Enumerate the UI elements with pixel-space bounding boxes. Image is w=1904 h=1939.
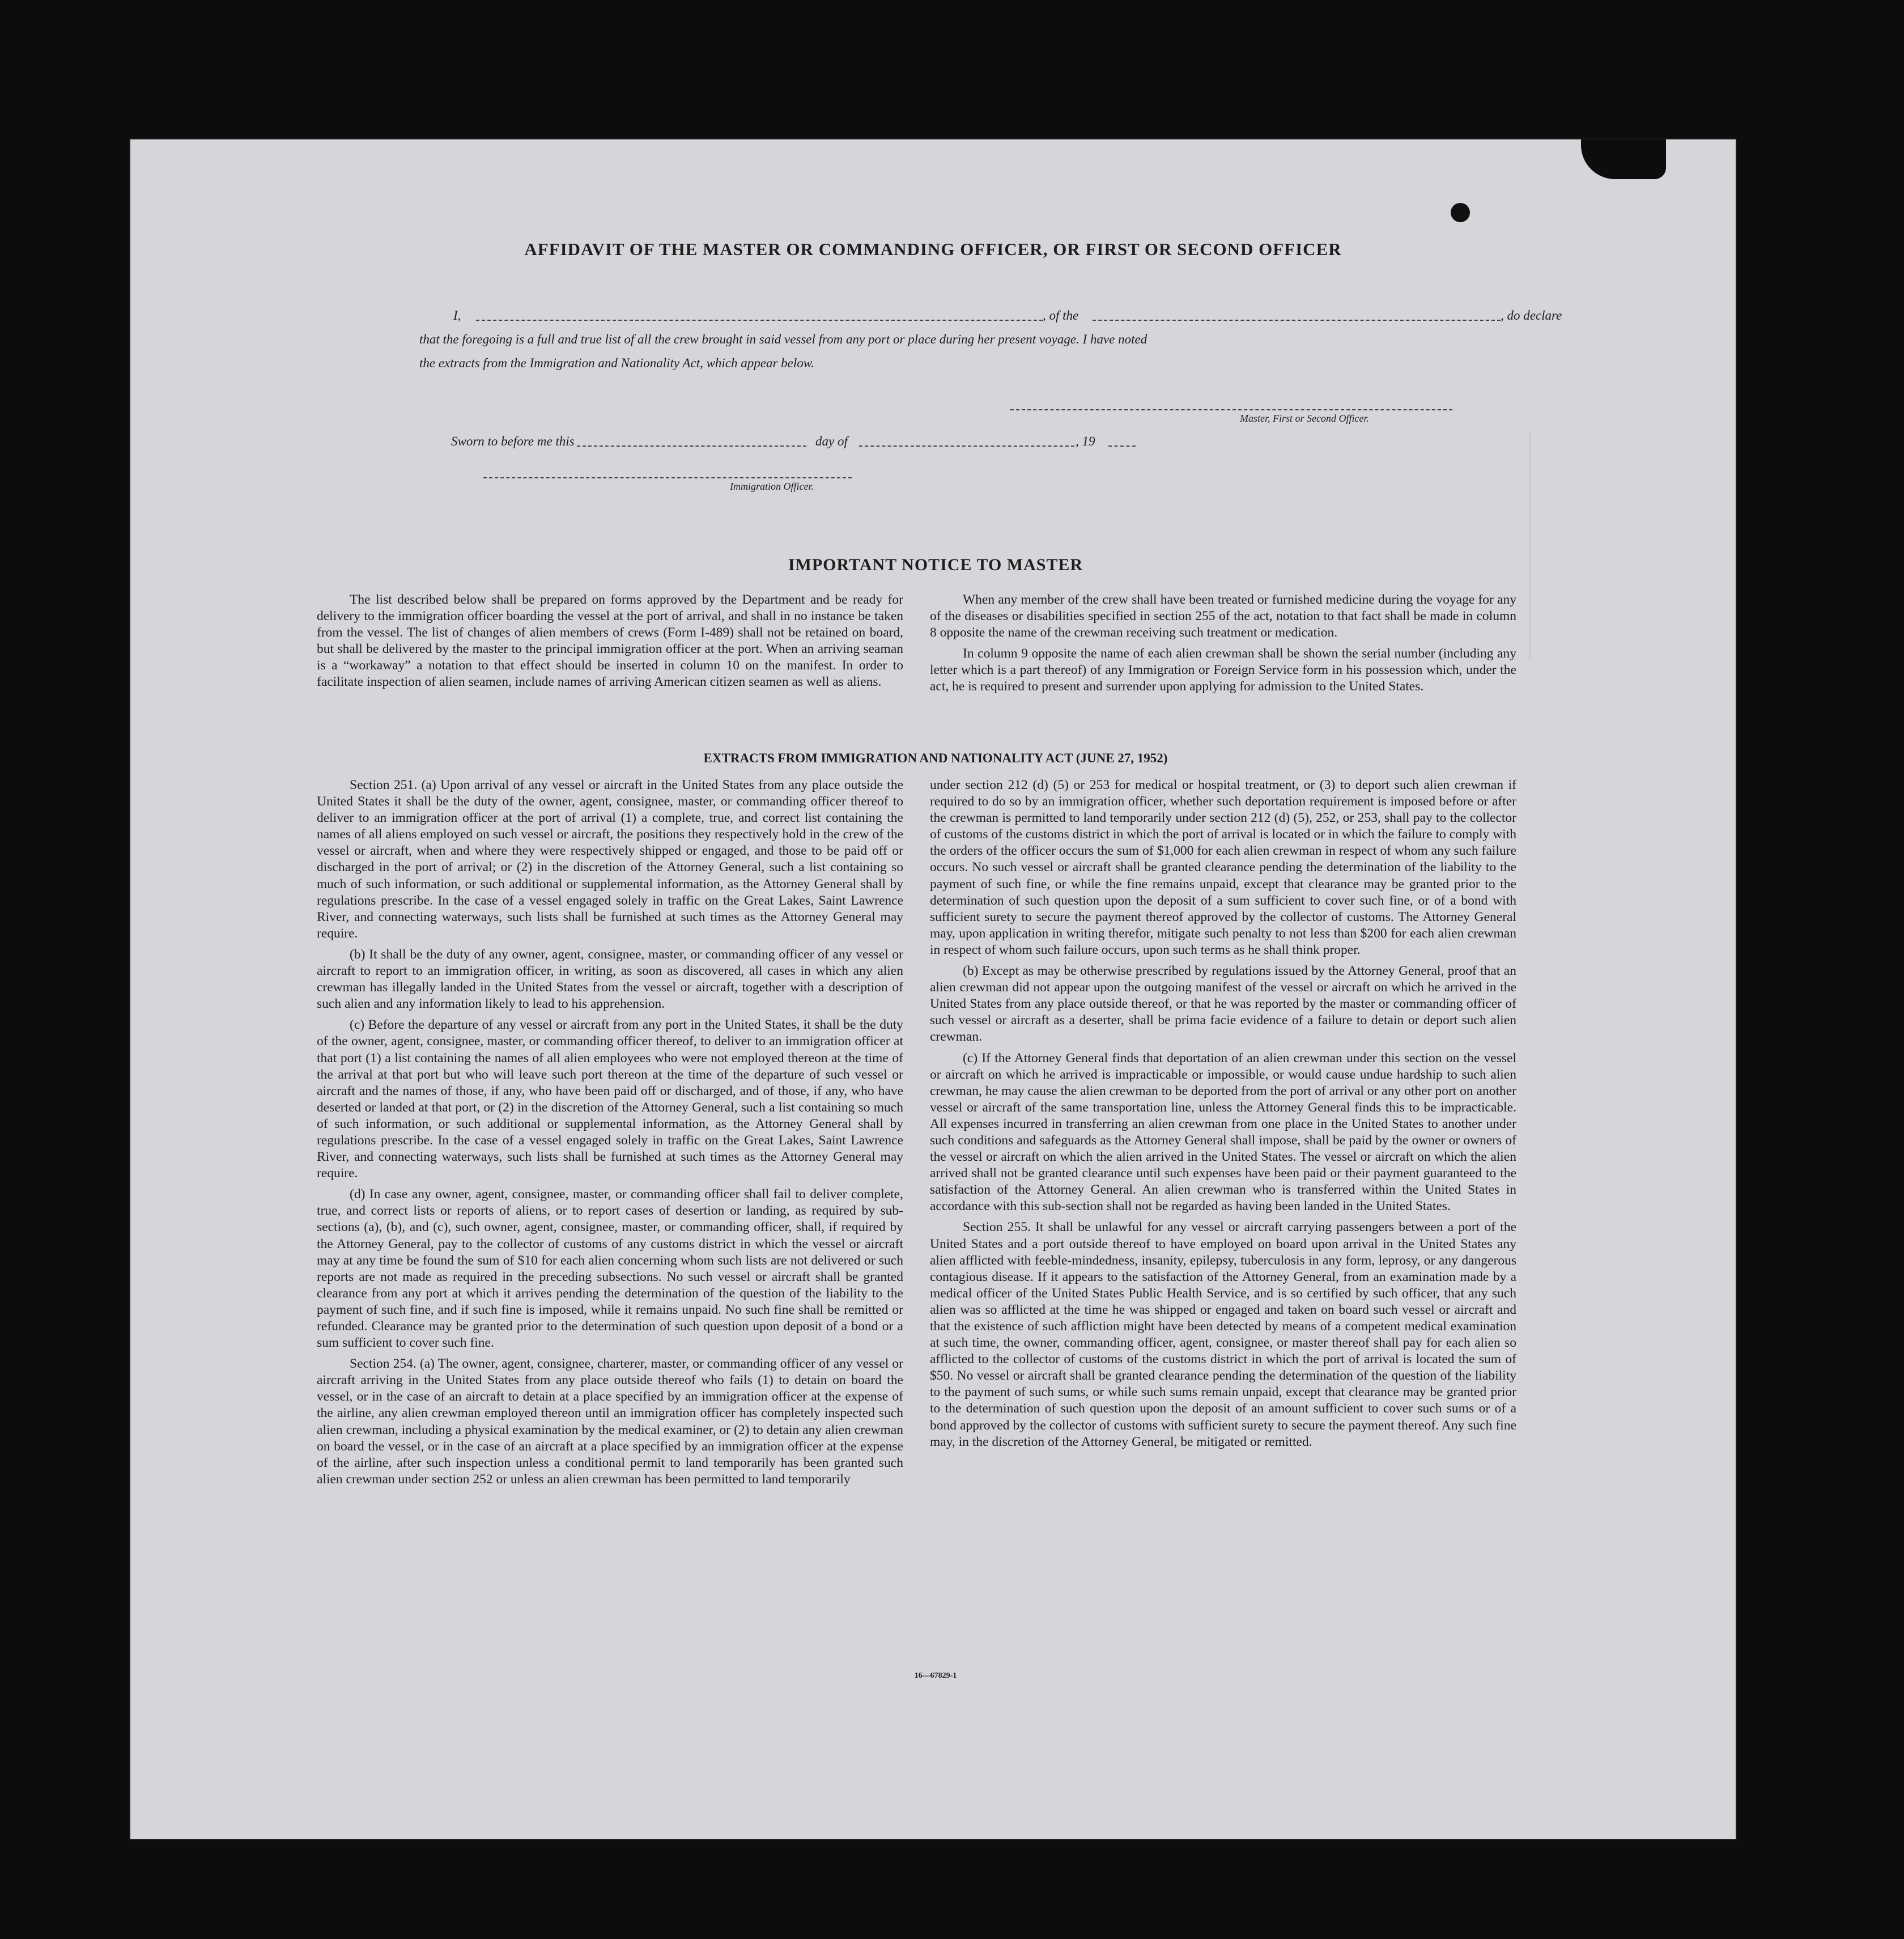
sworn-year-line [1108, 445, 1136, 447]
section-251-d: (d) In case any owner, agent, consignee, master, or commanding officer shall fail to deliver complete, true, and correct lists or reports of aliens, or to report cases of desertion or landing, as required by sub-sections (a), (b), and (c), such owner, agent, consignee, master, or commanding officer, shall, if required by the Attorney General, pay to the collector of customs of any customs district in which the vessel or aircraft may at any time be found the sum of $10 for each alien concerning whom such lists are not delivered or such reports are not made as required in the preceding subsections. No such vessel or aircraft shall be granted clearance from any port at which it arrives pending the determination of the question of the liability to the payment of such fine, and if such fine is imposed, while it remains unpaid. No such fine shall be remitted or refunded. Clearance may be granted prior to the determination of such question upon deposit of a bond or a sum sufficient to cover such fine. [317, 1187, 903, 1351]
master-signature-caption: Master, First or Second Officer. [1240, 413, 1369, 424]
section-254-a: Section 254. (a) The owner, agent, consignee, charterer, master, or commanding officer of any vessel or aircraft arriving in the United States from any place outside thereof who fails (1) to detain on board the vessel, or in the case of an aircraft to detain at a place specified by an immigration officer at the expense of the airline, any alien crewman employed thereon until an immigration officer has completely inspected such alien crewman, including a physical examination by the medical examiner, or (2) to detain any alien crewman on board the vessel, or in the case of an aircraft at a place specified by an immigration officer at the expense of the airline, after such inspection unless a conditional permit to land temporarily has been granted such alien crewman under section 252 or unless an alien crewman has been permitted to land temporarily [317, 1356, 903, 1487]
notice-right-column [930, 592, 1516, 700]
do-declare-label: , do declare [1501, 308, 1562, 323]
year-label: , 19 [1076, 434, 1095, 448]
declaration-text-line-2: the extracts from the Immigration and Nationality Act, which appear below. [419, 356, 815, 370]
reverse-side-bleed [1529, 433, 1701, 660]
notice-right-paragraph-2: In column 9 opposite the name of each alien crewman shall be shown the serial number (including any letter which is a part thereof) of any Immigration or Foreign Service form in his possession which, under the act, he is required to present and surrender upon applying for admission to the United States. [930, 646, 1516, 694]
section-251-b: (b) It shall be the duty of any owner, agent, consignee, master, or commanding officer of any vessel or aircraft to report to an immigration officer, in writing, as soon as discovered, all cases in which any alien crewman has illegally landed in the United States from the vessel or aircraft, together with a description of such alien and any information likely to lead to his apprehension. [317, 947, 903, 1012]
document-page [129, 138, 1737, 1840]
declarant-label: I, [453, 308, 461, 323]
officer-signature-line [483, 477, 852, 478]
notice-heading: IMPORTANT NOTICE TO MASTER [788, 555, 1083, 574]
officer-signature-caption: Immigration Officer. [730, 481, 814, 492]
extracts-right-column [930, 777, 1516, 1455]
day-of-label: day of [815, 434, 848, 448]
section-254-a-continued: under section 212 (d) (5) or 253 for medical or hospital treatment, or (3) to deport such alien crewman if required to do so by an immigration officer, whether such deportation requirement is imposed before or after the crewman is permitted to land temporarily under section 212 (d) (5), 252, or 253, shall pay to the collector of customs of the customs district in which the port of arrival is located or in which the failure to comply with the orders of the officer occurs the sum of $1,000 for each alien crewman in respect of whom any such failure occurs. No such vessel or aircraft shall be granted clearance pending the determination of the liability to the payment of such fine, or while the fine remains unpaid, except that clearance may be granted prior to the determination of such question upon the deposit of a sum sufficient to cover such fine, or of a bond with sufficient surety to secure the payment thereof approved by the collector of customs. The Attorney General may, upon application in writing therefor, mitigate such penalty to not less than $200 for each alien crewman in respect of whom such failure occurs, upon such terms as he shall think proper. [930, 778, 1516, 957]
vessel-name-line [1093, 320, 1501, 321]
extracts-left-column [317, 777, 903, 1492]
declarant-name-line [476, 320, 1043, 321]
ink-spot [1451, 203, 1470, 222]
sworn-label: Sworn to before me this [451, 434, 575, 448]
notice-right-paragraph-1: When any member of the crew shall have been treated or furnished medicine during the voyage for any of the diseases or disabilities specified in section 255 of the act, notation to that fact shall be made in column 8 opposite the name of the crewman receiving such treatment or medication. [930, 592, 1516, 640]
section-251-c: (c) Before the departure of any vessel or aircraft from any port in the United States, it shall be the duty of the owner, agent, consignee, master, or commanding officer thereof, to deliver to an immigration officer at that port (1) a list containing the names of all alien employees who were not employed thereon at the time of the arrival at that port but who will leave such port thereon at the time of the departure of such vessel or aircraft and the names of those, if any, who have been paid off or discharged, and of those, if any, who have deserted or landed at that port, or (2) in the discretion of the Attorney General, such a list containing so much of such information, or such additional or supplemental information, as the Attorney General shall by regulations prescribe. In the case of a vessel engaged solely in traffic on the Great Lakes, Saint Lawrence River, and connecting waterways, such lists shall be furnished at such times as the Attorney General may require. [317, 1017, 903, 1181]
form-number: 16—67829-1 [914, 1671, 957, 1680]
section-254-c: (c) If the Attorney General finds that deportation of an alien crewman under this section on the vessel or aircraft on which he arrived is impracticable or impossible, or would cause undue hardship to such alien crewman, he may cause the alien crewman to be deported from the port of arrival or any other port on another vessel or aircraft of the same transportation line, unless the Attorney General finds this to be impracticable. All expenses incurred in transferring an alien crewman from one place in the United States to another under such conditions and safeguards as the Attorney General shall impose, shall be paid by the owner or owners of the vessel or aircraft on which the alien arrived in the United States. The vessel or aircraft on which the alien arrived shall not be granted clearance until such expenses have been paid or their payment guaranteed to the satisfaction of the Attorney General. An alien crewman who is transferred within the United States in accordance with this sub-section shall not be regarded as having been landed in the United States. [930, 1050, 1516, 1214]
sworn-month-line [859, 445, 1074, 447]
notice-left-paragraph: The list described below shall be prepared on forms approved by the Department and be ready for delivery to the immigration officer boarding the vessel at the port of arrival, and shall in no instance be taken from the vessel. The list of changes of alien members of crews (Form I-489) shall not be retained on board, but shall be delivered by the master to the principal immigration officer at the port. When an arriving seaman is a “workaway” a notation to that effect should be inserted in column 10 on the manifest. In order to facilitate inspection of alien seamen, include names of arriving American citizen seamen as well as aliens. [317, 592, 903, 690]
notice-left-column [317, 592, 903, 695]
affidavit-title: AFFIDAVIT OF THE MASTER OR COMMANDING OFFICER, OR FIRST OR SECOND OFFICER [524, 239, 1342, 259]
sworn-day-line [577, 445, 806, 447]
of-the-label: , of the [1043, 308, 1079, 323]
declaration-text-line-1: that the foregoing is a full and true list of all the crew brought in said vessel from any port or place during her present voyage. I have noted [419, 332, 1148, 346]
section-251-a: Section 251. (a) Upon arrival of any vessel or aircraft in the United States from any place outside the United States it shall be the duty of the owner, agent, consignee, master, or commanding officer thereof to deliver to an immigration officer at the port of arrival (1) a complete, true, and correct list containing the names of all aliens employed on such vessel or aircraft, the positions they respectively hold in the crew of the vessel or aircraft, when and where they were respectively shipped or engaged, and those to be paid off or discharged in the port of arrival; or (2) in the discretion of the Attorney General, such a list containing so much of such information, or such additional or supplemental information, as the Attorney General shall by regulations prescribe. In the case of a vessel engaged solely in traffic on the Great Lakes, Saint Lawrence River, and connecting waterways, such lists shall be furnished at such times as the Attorney General may require. [317, 778, 903, 941]
section-254-b: (b) Except as may be otherwise prescribed by regulations issued by the Attorney General, proof that an alien crewman did not appear upon the outgoing manifest of the vessel or aircraft on which he arrived in the United States from any place outside thereof, or that he was reported by the master or commanding officer of such vessel or aircraft as a deserter, shall be prima facie evidence of a failure to detain or deport such alien crewman. [930, 964, 1516, 1045]
section-255: Section 255. It shall be unlawful for any vessel or aircraft carrying passengers between a port of the United States and a port outside thereof to have employed on board upon arrival in the United States any alien afflicted with feeble-mindedness, insanity, epilepsy, tuberculosis in any form, leprosy, or any dangerous contagious disease. If it appears to the satisfaction of the Attorney General, from an examination made by a medical officer of the United States Public Health Service, and is so certified by such officer, that any such alien was so afflicted at the time he was shipped or engaged and taken on board such vessel or aircraft and that the existence of such affliction might have been detected by means of a competent medical examination at such time, the owner, commanding officer, agent, consignee, or master thereof shall pay for each alien so afflicted to the collector of customs of the customs district in which the port of arrival is located the sum of $50. No vessel or aircraft shall be granted clearance pending the determination of the question of the liability to the payment of such sums, or while such sums remain unpaid, except that clearance may be granted prior to the determination of such question upon the deposit of an amount sufficient to cover such sums or of a bond approved by the collector of customs with sufficient surety to secure the payment thereof. Any such fine may, in the discretion of the Attorney General, be mitigated or remitted. [930, 1220, 1516, 1449]
extracts-heading: EXTRACTS FROM IMMIGRATION AND NATIONALITY ACT (JUNE 27, 1952) [703, 751, 1168, 765]
master-signature-line [1010, 409, 1452, 410]
